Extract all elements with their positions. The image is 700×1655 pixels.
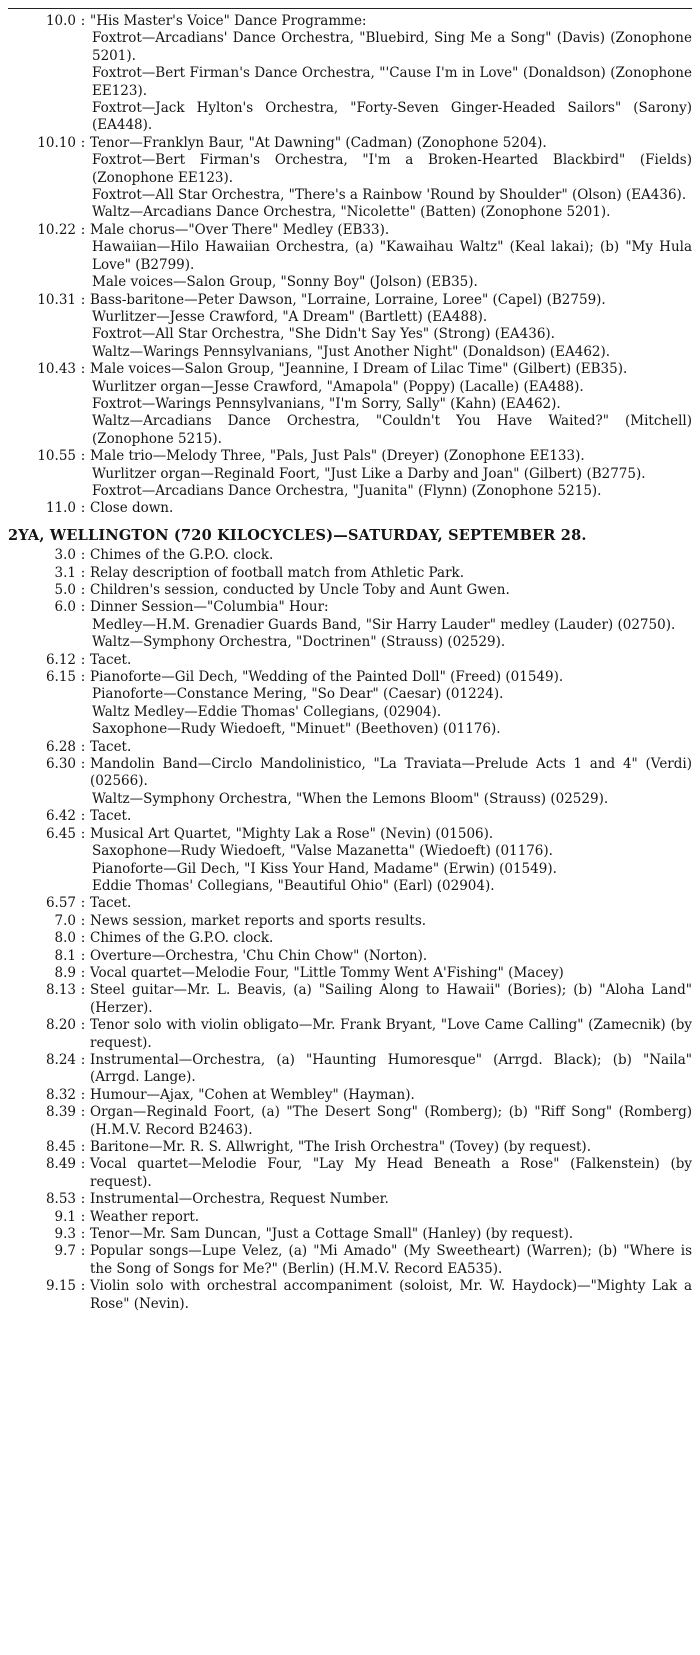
entry-content [90,582,692,599]
entry-time: 8.13 [45,982,76,999]
entry-line: Tacet. [90,808,132,825]
programme-entry [8,982,692,1017]
entry-time: 3.1 [54,564,76,581]
programme-entry [8,913,692,930]
entry-line: Humour—Ajax, "Cohen at Wembley" (Hayman). [90,1086,415,1103]
entry-line: Foxtrot—Bert Firman's Orchestra, "I'm a Broken-Hearted Blackbird" (Fields) (Zonophone EE123). [92,152,692,186]
time-separator: : [80,13,86,29]
entry-line: Children's session, conducted by Uncle Toby and Aunt Gwen. [90,582,510,598]
programme-entry [8,739,692,756]
entry-content [90,982,692,1017]
entry-content [90,1209,692,1226]
entry-line: "His Master's Voice" Dance Programme: [90,13,367,29]
entry-time: 9.3 [54,1226,76,1243]
entry-content [90,948,692,965]
entry-line: Baritone—Mr. R. S. Allwright, "The Irish Orchestra" (Tovey) (by request). [90,1139,591,1155]
programme-entry [8,669,692,739]
programme-entry [8,292,692,362]
entry-line: Vocal quartet—Melodie Four, "Lay My Head Beneath a Rose" (Falkenstein) (by request). [90,1156,692,1190]
programme-entry [8,1139,692,1156]
time-separator: : [80,808,86,825]
programme-entry [8,826,692,896]
programme-entry [8,1209,692,1226]
entry-line: Foxtrot—Warings Pennsylvanians, "I'm Sorry, Sally" (Kahn) (EA462). [92,395,561,412]
entry-content [90,1191,692,1208]
programme-entry [8,1226,692,1243]
time-separator: : [80,912,86,929]
entry-time: 8.49 [45,1156,76,1173]
entry-line: Foxtrot—Bert Firman's Dance Orchestra, "'Cause I'm in Love" (Donaldson) (Zonophone EE123). [92,65,692,99]
time-separator: : [80,500,86,517]
entry-time: 8.0 [54,930,76,947]
entry-content [90,930,692,947]
entry-content [90,1156,692,1191]
entry-line: Pianoforte—Constance Mering, "So Dear" (Caesar) (01224). [92,686,504,703]
entry-line: News session, market reports and sports results. [90,912,427,929]
programme-entry [8,448,692,500]
programme-entry [8,547,692,564]
entry-content [90,292,692,362]
entry-content [90,756,692,808]
top-rule [8,8,692,9]
programme-entry [8,500,692,517]
entry-content [90,965,692,982]
entry-content [90,599,692,651]
entry-line: Eddie Thomas' Collegians, "Beautiful Ohio" (Earl) (02904). [92,877,495,894]
entry-time: 8.32 [45,1086,76,1103]
time-separator: : [80,1278,86,1295]
programme-entry [8,1017,692,1052]
time-separator: : [80,361,86,378]
entry-time: 5.0 [54,582,76,598]
entry-time: 6.0 [54,599,76,616]
time-separator: : [80,738,86,755]
station-programme [8,547,692,1313]
entry-line: Instrumental—Orchestra, Request Number. [90,1191,389,1208]
entry-line: Foxtrot—All Star Orchestra, "She Didn't Say Yes" (Strong) (EA436). [92,326,555,343]
entry-line: Waltz—Symphony Orchestra, "When the Lemons Bloom" (Strauss) (02529). [92,790,609,807]
entry-line: Vocal quartet—Melodie Four, "Little Tommy Went A'Fishing" (Macey) [90,964,564,981]
entry-line: Foxtrot—Jack Hylton's Orchestra, "Forty-Seven Ginger-Headed Sailors" (Sarony) (EA448). [92,100,692,134]
programme-entry [8,756,692,808]
programme-entry [8,895,692,912]
time-separator: : [80,1139,86,1155]
time-separator: : [80,1086,86,1103]
time-separator: : [80,1156,86,1173]
programme-entry [8,1052,692,1087]
entry-line: Waltz—Warings Pennsylvanians, "Just Another Night" (Donaldson) (EA462). [92,343,611,360]
entry-line: Waltz—Symphony Orchestra, "Doctrinen" (Strauss) (02529). [92,634,506,651]
programme-entry [8,652,692,669]
time-separator: : [80,825,86,842]
entry-content [90,1052,692,1087]
entry-content [90,652,692,669]
entry-content [90,826,692,896]
programme-entry [8,1104,692,1139]
entry-line: Violin solo with orchestral accompaniment (soloist, Mr. W. Haydock)—"Mighty Lak a Rose" (Nevin). [90,1278,692,1312]
programme-entry [8,930,692,947]
programme-entry [8,1191,692,1208]
time-separator: : [80,930,86,947]
time-separator: : [80,1226,86,1243]
entry-time: 6.30 [45,756,76,773]
entry-content [90,1278,692,1313]
programme-entry [8,361,692,448]
time-separator: : [80,1191,86,1208]
entry-time: 10.22 [37,221,76,238]
entry-line: Wurlitzer organ—Jesse Crawford, "Amapola" (Poppy) (Lacalle) (EA488). [92,378,584,395]
programme-entry [8,1156,692,1191]
entry-content [90,669,692,739]
programme-entry [8,1278,692,1313]
entry-line: Foxtrot—Arcadians' Dance Orchestra, "Bluebird, Sing Me a Song" (Davis) (Zonophone 5201). [92,30,692,64]
entry-content [90,1104,692,1139]
entry-line: Chimes of the G.P.O. clock. [90,547,274,564]
entry-line: Steel guitar—Mr. L. Beavis, (a) "Sailing Along to Hawaii" (Bories); (b) "Aloha Land" (Herzer). [90,982,692,1016]
entry-time: 6.45 [45,825,76,842]
entry-content [90,135,692,222]
entry-content [90,913,692,930]
entry-line: Waltz—Arcadians Dance Orchestra, "Nicolette" (Batten) (Zonophone 5201). [92,204,611,221]
time-separator: : [80,547,86,564]
entry-time: 10.55 [37,448,76,465]
entry-line: Tenor—Franklyn Baur, "At Dawning" (Cadman) (Zonophone 5204). [90,134,547,151]
entry-line: Saxophone—Rudy Wiedoeft, "Valse Mazanetta" (Wiedoeft) (01176). [92,843,553,860]
entry-line: Mandolin Band—Circlo Mandolinistico, "La Traviata—Prelude Acts 1 and 4" (Verdi) (02566). [90,756,692,790]
entry-time: 8.53 [45,1191,76,1208]
entry-line: Waltz Medley—Eddie Thomas' Collegians, (02904). [92,703,442,720]
entry-content [90,808,692,825]
entry-line: Tacet. [90,738,132,755]
entry-line: Waltz—Arcadians Dance Orchestra, "Couldn't You Have Waited?" (Mitchell) (Zonophone 5215). [92,413,692,447]
entry-time: 7.0 [54,912,76,929]
entry-line: Wurlitzer—Jesse Crawford, "A Dream" (Bartlett) (EA488). [92,308,488,325]
entry-line: Foxtrot—Arcadians Dance Orchestra, "Juanita" (Flynn) (Zonophone 5215). [92,482,602,499]
entry-time: 6.28 [45,738,76,755]
entry-line: Male voices—Salon Group, "Jeannine, I Dream of Lilac Time" (Gilbert) (EB35). [90,361,628,378]
time-separator: : [80,1243,86,1260]
entry-time: 11.0 [45,500,76,517]
entry-line: Saxophone—Rudy Wiedoeft, "Minuet" (Beethoven) (01176). [92,721,501,738]
entry-time: 6.57 [45,895,76,912]
entry-line: Popular songs—Lupe Velez, (a) "Mi Amado" (My Sweetheart) (Warren); (b) "Where is the Song of Songs for Me?" (Berlin) (H.M.V. Record EA535). [90,1243,692,1277]
entry-line: Bass-baritone—Peter Dawson, "Lorraine, Lorraine, Loree" (Capel) (B2759). [90,291,606,308]
entry-content [90,1139,692,1156]
entry-content [90,1087,692,1104]
entry-time: 9.15 [45,1278,76,1295]
entry-content [90,448,692,500]
time-separator: : [80,947,86,964]
entry-time: 8.39 [45,1104,76,1121]
entry-line: Chimes of the G.P.O. clock. [90,930,274,947]
entry-content [90,13,692,135]
entry-content [90,1243,692,1278]
entry-line: Male trio—Melody Three, "Pals, Just Pals" (Dreyer) (Zonophone EE133). [90,448,585,465]
entry-time: 6.42 [45,808,76,825]
entry-content [90,565,692,582]
programme-entry [8,808,692,825]
time-separator: : [80,964,86,981]
entry-content [90,895,692,912]
time-separator: : [80,1208,86,1225]
time-separator: : [80,895,86,912]
entry-line: Medley—H.M. Grenadier Guards Band, "Sir Harry Lauder" medley (Lauder) (02750). [92,616,676,633]
entry-line: Instrumental—Orchestra, (a) "Haunting Humoresque" (Arrgd. Black); (b) "Naila" (Arrgd. Lange). [90,1051,692,1086]
time-separator: : [80,756,86,773]
entry-time: 10.10 [37,134,76,151]
entry-line: Tenor solo with violin obligato—Mr. Frank Bryant, "Love Came Calling" (Zamecnik) (by request). [90,1017,692,1051]
entry-line: Overture—Orchestra, 'Chu Chin Chow" (Norton). [90,947,428,964]
programme-entry [8,13,692,135]
time-separator: : [80,1051,86,1068]
entry-line: Male voices—Salon Group, "Sonny Boy" (Jolson) (EB35). [92,274,478,291]
entry-line: Tacet. [90,651,132,668]
entry-line: Foxtrot—All Star Orchestra, "There's a Rainbow 'Round by Shoulder" (Olson) (EA436). [92,187,687,204]
entry-line: Close down. [90,500,174,517]
entry-line: Wurlitzer organ—Reginald Foort, "Just Like a Darby and Joan" (Gilbert) (B2775). [92,465,646,482]
time-separator: : [80,651,86,668]
time-separator: : [80,291,86,308]
entry-time: 8.45 [45,1139,76,1155]
programme-entry [8,582,692,599]
programme-entry [8,565,692,582]
programme-entry [8,1243,692,1278]
entry-time: 10.43 [37,361,76,378]
time-separator: : [80,1017,86,1034]
time-separator: : [80,669,86,686]
programme-entry [8,1087,692,1104]
entry-line: Relay description of football match from Athletic Park. [90,564,465,581]
time-separator: : [80,221,86,238]
entry-line: Hawaiian—Hilo Hawaiian Orchestra, (a) "Kawaihau Waltz" (Keal lakai); (b) "My Hula Love" (B2799). [92,239,692,273]
entry-line: Dinner Session—"Columbia" Hour: [90,599,329,616]
entry-time: 8.9 [54,964,76,981]
entry-time: 8.1 [54,947,76,964]
entry-content [90,739,692,756]
entry-time: 9.7 [54,1243,76,1260]
entry-line: Tacet. [90,895,132,912]
entry-time: 8.20 [45,1017,76,1034]
entry-line: Pianoforte—Gil Dech, "I Kiss Your Hand, Madame" (Erwin) (01549). [92,860,557,877]
entry-time: 3.0 [54,547,76,564]
entry-time: 6.12 [45,651,76,668]
entry-line: Organ—Reginald Foort, (a) "The Desert Song" (Romberg); (b) "Riff Song" (Romberg) (H.M.V. Record B2463). [90,1104,692,1138]
programme-entry [8,599,692,651]
programme-entry [8,222,692,292]
entry-content [90,500,692,517]
time-separator: : [80,448,86,465]
entry-time: 10.31 [37,291,76,308]
entry-content [90,547,692,564]
entry-line: Pianoforte—Gil Dech, "Wedding of the Painted Doll" (Freed) (01549). [90,669,564,686]
entry-content [90,1226,692,1243]
entry-line: Male chorus—"Over There" Medley (EB33). [90,221,390,238]
entry-content [90,361,692,448]
entry-content [90,1017,692,1052]
time-separator: : [80,564,86,581]
time-separator: : [80,982,86,999]
entry-line: Tenor—Mr. Sam Duncan, "Just a Cottage Small" (Hanley) (by request). [90,1226,574,1243]
entry-line: Weather report. [90,1208,200,1225]
programme-entry [8,135,692,222]
entry-time: 9.1 [54,1208,76,1225]
entry-line: Musical Art Quartet, "Mighty Lak a Rose" (Nevin) (01506). [90,825,494,842]
entry-time: 8.24 [45,1051,76,1068]
programme-entry [8,965,692,982]
time-separator: : [80,1104,86,1121]
entry-time: 6.15 [45,669,76,686]
late-evening-programme [8,13,692,518]
station-heading: 2YA, WELLINGTON (720 KILOCYCLES)—SATURDAY, SEPTEMBER 28. [8,526,587,544]
time-separator: : [80,599,86,616]
programme-entry [8,948,692,965]
time-separator: : [80,134,86,151]
entry-time: 10.0 [45,13,76,29]
time-separator: : [80,582,86,598]
entry-content [90,222,692,292]
